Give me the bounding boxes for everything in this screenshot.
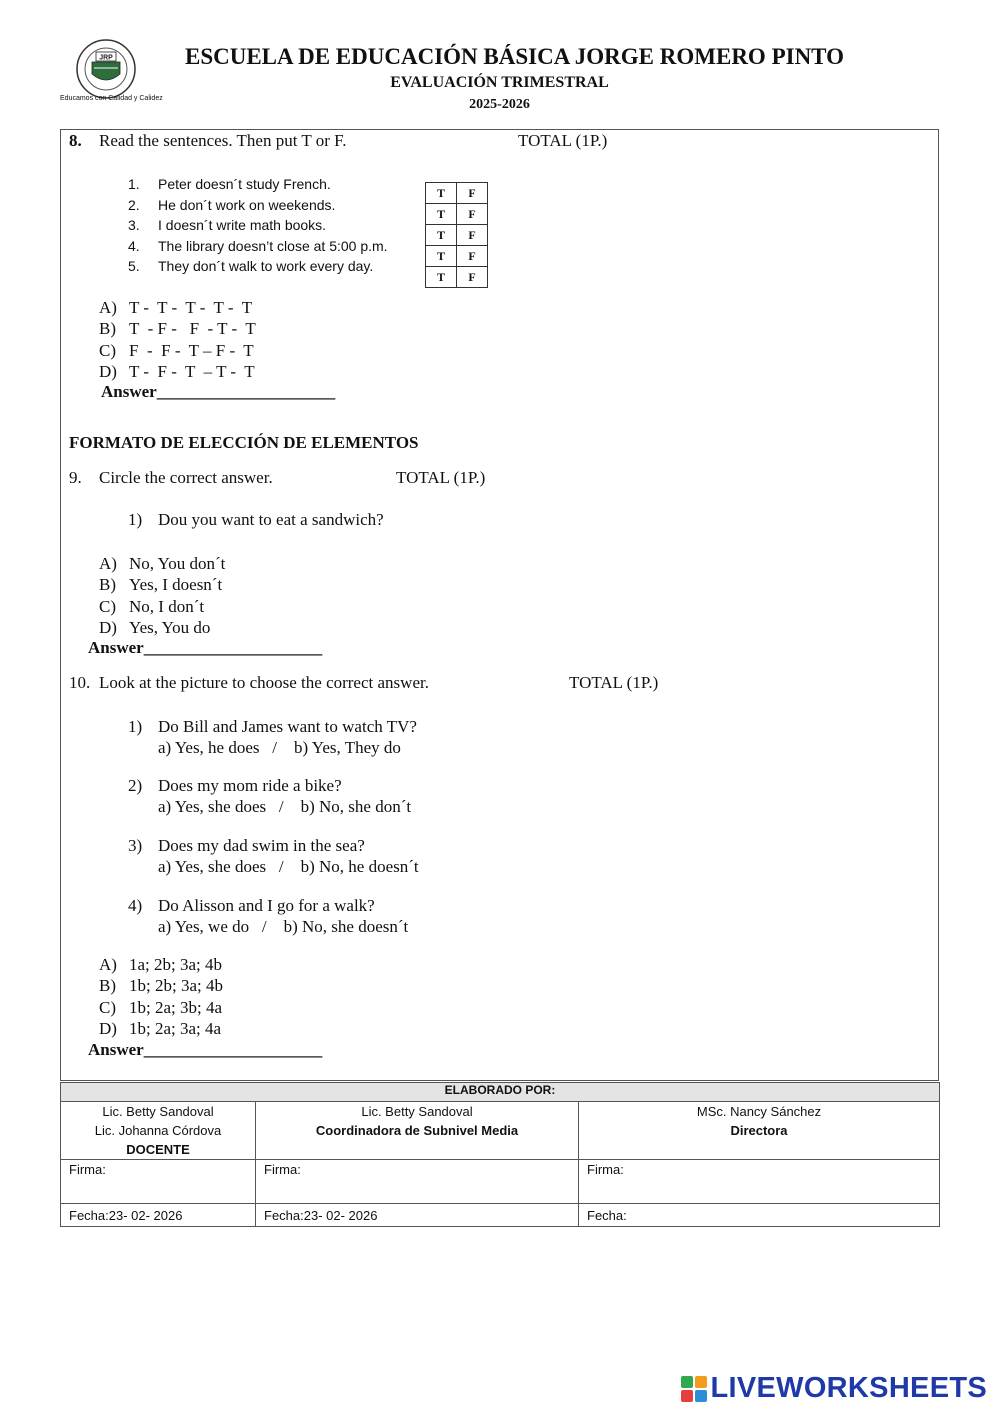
signature-table <box>60 1082 940 1227</box>
q9-answer-line[interactable]: Answer_____________________ <box>88 638 323 657</box>
q9-instruction: Circle the correct answer. <box>99 468 273 487</box>
q9-option[interactable]: D) Yes, You do <box>99 617 211 637</box>
q9-question: 1) Dou you want to eat a sandwich? <box>128 510 384 529</box>
q8-sentence: 2. He don´t work on weekends. <box>128 196 336 213</box>
q10-instruction: Look at the picture to choose the correct answer. <box>99 673 429 692</box>
q10-option[interactable]: D) 1b; 2a; 3a; 4a <box>99 1018 222 1038</box>
tf-false-box[interactable]: F <box>457 183 488 204</box>
tf-false-box[interactable]: F <box>457 246 488 267</box>
q10-options <box>99 954 223 1039</box>
tf-false-box[interactable]: F <box>457 267 488 288</box>
q8-instruction: Read the sentences. Then put T or F. <box>99 131 347 150</box>
teacher-date: Fecha:23- 02- 2026 <box>61 1204 256 1227</box>
director-cell: MSc. Nancy Sánchez Directora <box>579 1102 940 1160</box>
q10-total: TOTAL (1P.) <box>569 673 659 692</box>
q10-item: 1) Do Bill and James want to watch TV? a) Yes, he does / b) Yes, They do <box>128 717 417 758</box>
q8-sentence: 4. The library doesn’t close at 5:00 p.m. <box>128 237 388 254</box>
liveworksheets-icon <box>681 1376 707 1402</box>
director-signature[interactable]: Firma: <box>579 1160 940 1204</box>
tf-row <box>426 204 488 225</box>
evaluation-title: EVALUACIÓN TRIMESTRAL <box>390 74 609 91</box>
q9-option[interactable]: C) No, I don´t <box>99 596 205 616</box>
q8-option[interactable]: D) T - F - T – T - T <box>99 361 255 381</box>
q8-sentence: 5. They don´t walk to work every day. <box>128 258 374 275</box>
tf-false-box[interactable]: F <box>457 204 488 225</box>
q8-option[interactable]: C) F - F - T – F - T <box>99 340 254 360</box>
tf-true-box[interactable]: T <box>426 204 457 225</box>
tf-row <box>426 183 488 204</box>
q8-sentence: 1. Peter doesn´t study French. <box>128 176 331 192</box>
tf-true-box[interactable]: T <box>426 225 457 246</box>
q8-sentence: 3. I doesn´t write math books. <box>128 217 327 234</box>
coordinator-cell: Lic. Betty Sandoval Coordinadora de Subnivel Media <box>256 1102 579 1160</box>
tf-true-box[interactable]: T <box>426 183 457 204</box>
tf-row <box>426 225 488 246</box>
section-title: FORMATO DE ELECCIÓN DE ELEMENTOS <box>69 433 419 452</box>
q10-option[interactable]: A) 1a; 2b; 3a; 4b <box>99 955 223 974</box>
q10-option[interactable]: B) 1b; 2b; 3a; 4b <box>99 976 223 996</box>
q10-answer-line[interactable]: Answer_____________________ <box>88 1040 323 1059</box>
q8-options <box>99 297 256 382</box>
q8-answer-line[interactable]: Answer_____________________ <box>101 382 336 401</box>
tf-true-box[interactable]: T <box>426 267 457 288</box>
q8-number: 8. <box>69 131 82 150</box>
coordinator-date: Fecha:23- 02- 2026 <box>256 1204 579 1227</box>
school-motto: Educamos con Calidad y Calidez <box>60 95 163 102</box>
brand-name: LIVEWORKSHEETS <box>710 1372 987 1404</box>
q8-tf-table <box>425 182 488 288</box>
tf-row <box>426 246 488 267</box>
logo-initials: JRP <box>99 54 113 62</box>
q8-option[interactable]: B) T - F - F - T - T <box>99 319 256 339</box>
elaborado-header: ELABORADO POR: <box>61 1083 940 1102</box>
tf-row <box>426 267 488 288</box>
q10-item: 3) Does my dad swim in the sea? a) Yes, she does / b) No, he doesn´t <box>128 836 419 877</box>
q9-options <box>99 553 225 638</box>
q8-sentence-list <box>128 174 388 277</box>
q9-option[interactable]: A) No, You don´t <box>99 554 226 573</box>
teacher-cell: Lic. Betty Sandoval Lic. Johanna Córdova DOCENTE <box>61 1102 256 1160</box>
q8-total: TOTAL (1P.) <box>518 131 608 150</box>
school-year: 2025-2026 <box>469 97 530 112</box>
q8-option[interactable]: A) T - T - T - T - T <box>99 298 253 317</box>
q9-option[interactable]: B) Yes, I doesn´t <box>99 575 223 595</box>
tf-false-box[interactable]: F <box>457 225 488 246</box>
q9-number: 9. <box>69 468 82 487</box>
tf-true-box[interactable]: T <box>426 246 457 267</box>
coordinator-signature[interactable]: Firma: <box>256 1160 579 1204</box>
q9-total: TOTAL (1P.) <box>396 468 486 487</box>
school-name: ESCUELA DE EDUCACIÓN BÁSICA JORGE ROMERO PINTO <box>184 44 844 69</box>
q10-item: 4) Do Alisson and I go for a walk? a) Yes, we do / b) No, she doesn´t <box>128 896 409 937</box>
q10-item: 2) Does my mom ride a bike? a) Yes, she does / b) No, she don´t <box>128 776 412 817</box>
q10-number: 10. <box>69 673 91 692</box>
q10-option[interactable]: C) 1b; 2a; 3b; 4a <box>99 997 223 1017</box>
teacher-signature[interactable]: Firma: <box>61 1160 256 1204</box>
director-date: Fecha: <box>579 1204 940 1227</box>
liveworksheets-logo[interactable] <box>681 1372 988 1405</box>
